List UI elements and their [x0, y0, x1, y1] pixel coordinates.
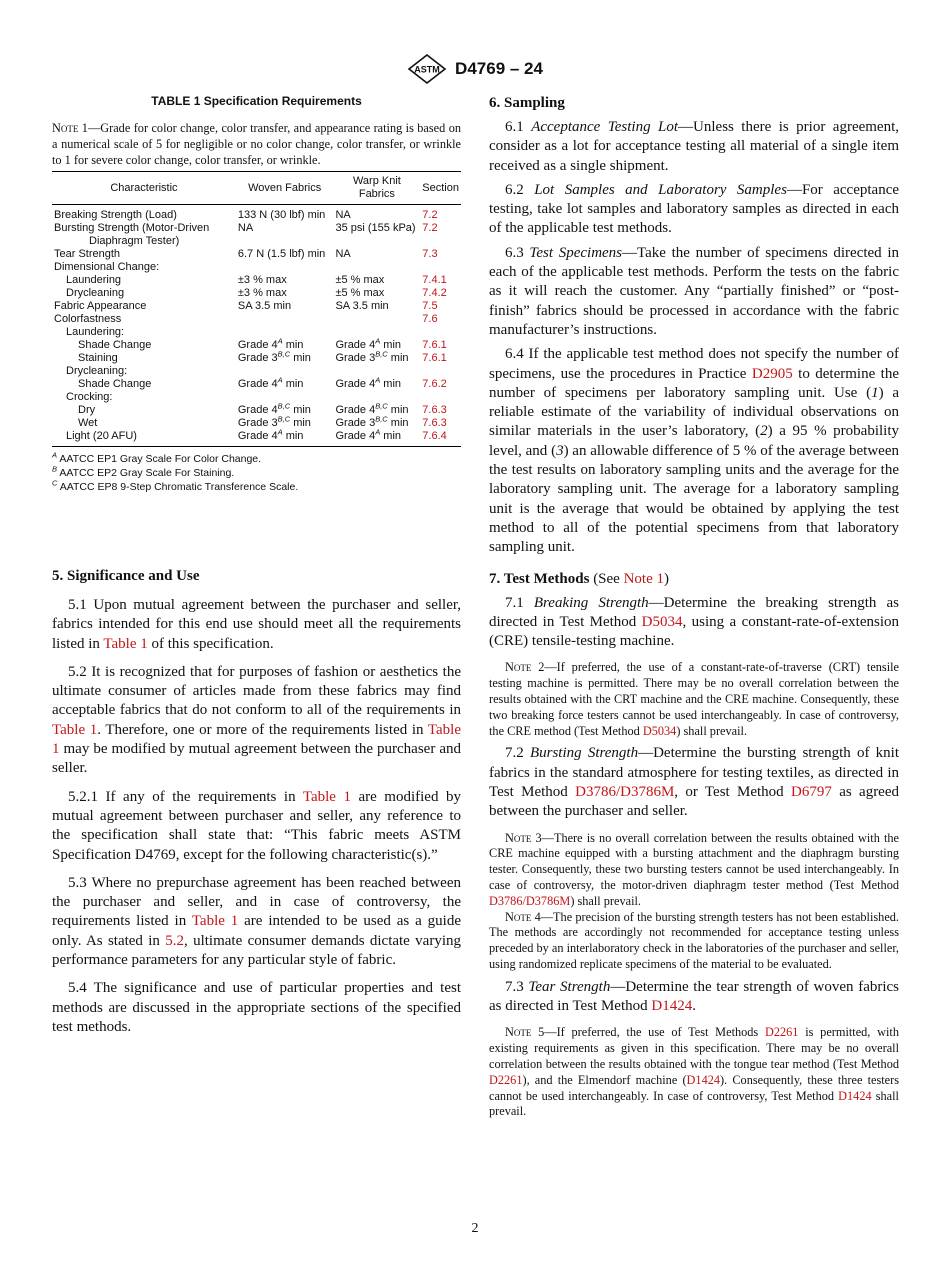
left-column	[52, 94, 461, 1037]
item-num: 3	[556, 442, 564, 459]
grade-tail: min	[290, 404, 311, 416]
text: ), and the Elmendorf machine (	[522, 1072, 687, 1087]
grade-tail: min	[282, 430, 304, 442]
grade-tail: min	[387, 417, 409, 429]
table-row	[52, 205, 461, 223]
text: .	[692, 998, 696, 1015]
cell	[333, 349, 420, 365]
text: 7.3	[505, 978, 529, 995]
section-link[interactable]: 7.6.1	[422, 352, 447, 364]
para-5-3	[52, 874, 461, 970]
cell: Wet	[78, 417, 98, 429]
footnote-ref: A	[277, 375, 283, 385]
grade: Grade 4	[335, 378, 376, 390]
footnote-mark: B	[52, 464, 58, 474]
right-column	[489, 94, 899, 1120]
grade: Grade 3	[335, 352, 376, 364]
text: 7.2	[505, 745, 530, 762]
cell: Drycleaning:	[66, 365, 128, 377]
note-label: Note 5	[505, 1025, 545, 1040]
cell: 35 psi (155 kPa)	[335, 222, 416, 234]
table-row	[52, 300, 461, 313]
term: Breaking Strength	[533, 594, 649, 611]
d3786-link[interactable]: D3786/D3786M	[489, 893, 571, 908]
d2261-link[interactable]: D2261	[764, 1025, 799, 1040]
astm-logo-icon	[407, 54, 447, 84]
d1424-link[interactable]: D1424	[651, 998, 693, 1015]
para-6-4	[489, 345, 899, 557]
grade: Grade 4	[335, 404, 376, 416]
cell: Crocking:	[66, 391, 113, 403]
term: Lot Samples and Laboratory Samples	[534, 181, 787, 198]
cell: ±3 % max	[237, 287, 287, 299]
table-row	[52, 378, 461, 391]
grade-tail: min	[380, 378, 402, 390]
note-1-link[interactable]: Note 1	[623, 570, 665, 587]
table-row	[52, 365, 461, 378]
note-3	[489, 831, 899, 910]
footnote-ref: B,C	[375, 401, 388, 411]
footnote-ref: B,C	[375, 349, 388, 359]
table-1-link[interactable]: Table 1	[52, 721, 461, 758]
text: are intended to be used as a guide only. As stated in	[52, 913, 461, 949]
text: are modified by mutual agreement between purchaser and seller, any reference to the specification shall state that: “This fabric meets ASTM Specification D4769, except for the following characteristic(s).”	[52, 788, 461, 863]
text: 5.1 Upon mutual agreement between the purchaser and seller, fabrics intended for this end use should meet all the requirements listed in	[52, 597, 461, 652]
table-row	[52, 430, 461, 447]
grade: Grade 4	[335, 430, 376, 442]
text: 7.1	[505, 594, 534, 611]
cell: ±3 % max	[237, 274, 287, 286]
section-7-title	[489, 570, 899, 589]
cell: Shade Change	[78, 339, 152, 351]
page-header	[0, 54, 950, 84]
section-link[interactable]: 7.4.2	[422, 287, 447, 299]
page-number: 2	[471, 1221, 479, 1236]
cell: Fabric Appearance	[54, 300, 147, 312]
text: 6.2	[505, 181, 535, 198]
table-1-link[interactable]: Table 1	[191, 913, 239, 930]
cell: Dimensional Change:	[54, 261, 160, 273]
d5034-link[interactable]: D5034	[642, 723, 677, 738]
cell: Dry	[78, 404, 96, 416]
text: ) a reliable estimate of the variability of individual observations on similar materials in the user’s laboratory, (	[489, 384, 900, 440]
text: —Unless there is prior agreement, consider as a lot for acceptance testing all material of a single item received as a single shipment.	[489, 119, 900, 174]
cell	[236, 375, 334, 391]
text: ) an allowable difference of 5 % of the average between the test results on laboratory sampling units and the average for the laboratory sampling unit. The average for a laboratory sampling unit is the average that would be obtained by applying the test method to all of the potential specimens from that laboratory sampling unit.	[489, 442, 899, 556]
cell	[333, 375, 420, 391]
text: 5.2.1 If any of the requirements in	[68, 788, 303, 805]
text: 7. Test Methods	[489, 570, 590, 587]
footnote-ref: A	[277, 336, 283, 346]
cell: NA	[335, 209, 351, 221]
text: ). Consequently, these three testers cannot be used interchangeably. In case of controversy, Test Method	[489, 1072, 899, 1103]
cell: Laundering:	[66, 326, 125, 338]
para-6-1	[489, 118, 899, 176]
table-row	[52, 391, 461, 404]
section-5-2-link[interactable]: 5.2	[165, 932, 185, 949]
item-num: 1	[871, 384, 879, 401]
grade: Grade 3	[335, 417, 376, 429]
table-1-link[interactable]: Table 1	[302, 788, 351, 805]
grade-tail: min	[380, 430, 402, 442]
note-text: —Grade for color change, color transfer, and appearance rating is based on a numerical scale of 5 for negligible or no color change, color transfer, or wrinkle to 1 for severe color change, color transfer, or wrinkle.	[52, 121, 461, 167]
table-1-link[interactable]: Table 1	[103, 635, 148, 652]
text: 6.4 If the applicable test method does not specify the number of specimens, use the procedures in Practice	[489, 346, 899, 382]
grade-tail: min	[282, 339, 304, 351]
table-header-row	[52, 172, 461, 205]
table-row	[52, 313, 461, 326]
d5034-link[interactable]: D5034	[641, 613, 683, 630]
note-label: Note 3	[505, 830, 542, 845]
para-7-2	[489, 744, 899, 821]
text: , ultimate consumer demands dictate varying performance parameters for any particular style of fabric.	[52, 932, 461, 969]
table-1-link[interactable]: Table 1	[52, 721, 98, 738]
table-row	[52, 222, 461, 248]
table-row	[52, 352, 461, 365]
table-row	[52, 417, 461, 430]
footnote-ref: B,C	[277, 414, 291, 424]
footnote-ref: A	[375, 427, 381, 437]
term: Test Specimens	[529, 244, 623, 261]
text: as agreed between the purchaser and seller.	[489, 784, 899, 820]
cell: ±5 % max	[335, 287, 385, 299]
note-5	[489, 1025, 899, 1120]
para-5-4: 5.4 The significance and use of particular properties and test methods are discussed in the appropriate sections of the specified test methods.	[52, 980, 461, 1035]
note-label: Note 4	[505, 909, 541, 924]
d2261-link[interactable]: D2261	[489, 1072, 523, 1087]
specification-table	[52, 171, 461, 447]
text: ) a 95 % probability level, and (	[489, 423, 899, 459]
text: (See	[589, 570, 624, 587]
col-woven: Woven Fabrics	[236, 172, 334, 205]
footnote-a	[52, 452, 461, 466]
section-link[interactable]: 7.6	[422, 313, 438, 325]
section-link[interactable]: 7.2	[422, 209, 438, 221]
table-row	[52, 274, 461, 287]
grade-tail: min	[290, 417, 311, 429]
footnote-c	[52, 480, 461, 494]
d1424-link[interactable]: D1424	[838, 1088, 872, 1103]
footnote-text: AATCC EP8 9-Step Chromatic Transference Scale.	[57, 481, 299, 493]
col-warp-knit: Warp Knit Fabrics	[333, 172, 420, 205]
text: —Take the number of specimens directed in each of the applicable test methods. Perform the tests on the fabric as it will reach the customer. Any “partially finished” or “post-finish” fabrics should be processed in accordance with the fabric manufacturer’s instructions.	[489, 244, 900, 338]
table-note	[52, 120, 461, 168]
text: —If preferred, the use of a constant-rate-of-traverse (CRT) tensile testing machine is permitted. There may be no overall correlation between the results obtained with the CRT machine and the CRE machine. Consequently, these two breaking force testers cannot be used interchangeably. In case of controversy, the CRE method (Test Method	[489, 660, 899, 738]
cell: Laundering	[66, 274, 122, 286]
note-2	[489, 660, 899, 739]
text: of this specification.	[147, 635, 274, 652]
grade-tail: min	[290, 352, 311, 364]
cell: ±5 % max	[335, 274, 385, 286]
grade-tail: min	[282, 378, 304, 390]
text: —For acceptance testing, take lot samples and laboratory samples as directed in each of the applicable test methods.	[489, 181, 900, 237]
cell: Breaking Strength (Load)	[54, 209, 177, 221]
text: —Determine the bursting strength of knit fabrics in the standard atmosphere for testing textiles, as directed in Test Method	[489, 745, 900, 800]
footnote-text: AATCC EP2 Gray Scale For Staining.	[57, 467, 235, 479]
section-link[interactable]: 7.6.1	[422, 339, 447, 351]
grade: Grade 4	[237, 430, 278, 442]
section-link[interactable]: 7.6.3	[422, 417, 447, 429]
cell	[236, 427, 334, 447]
note-label: Note 2	[505, 660, 545, 675]
grade: Grade 4	[237, 404, 278, 416]
section-link[interactable]: 7.6.2	[422, 378, 447, 390]
col-characteristic: Characteristic	[52, 172, 236, 205]
cell: Bursting Strength (Motor-Driven Diaphragm Tester)	[54, 222, 210, 247]
cell	[236, 349, 334, 365]
table-row	[52, 287, 461, 300]
section-link[interactable]: 7.2	[422, 222, 438, 234]
table-row	[52, 339, 461, 352]
footnote-ref: B,C	[375, 414, 388, 424]
section-link[interactable]: 7.5	[422, 300, 438, 312]
text: ) shall prevail.	[570, 893, 641, 908]
note-4	[489, 910, 899, 973]
grade: Grade 3	[237, 417, 278, 429]
text: 5.2 It is recognized that for purposes of fashion or aesthetics the ultimate consumer of articles made from these fabrics may find acceptable fabrics that do not conform to all of the requirements in	[52, 663, 461, 719]
footnote-mark: C	[52, 478, 58, 488]
text: to determine the number of specimens per laboratory sampling unit. Use (	[489, 365, 899, 401]
text: 6.3	[505, 244, 530, 261]
footnote-ref: B,C	[277, 401, 291, 411]
section-6-title: 6. Sampling	[489, 95, 565, 111]
para-7-3	[489, 978, 899, 1017]
text: 6.1	[505, 119, 532, 135]
section-5-title: 5. Significance and Use	[52, 568, 200, 584]
grade: Grade 3	[237, 352, 278, 364]
document-code: D4769 – 24	[455, 59, 543, 78]
cell: NA	[237, 222, 254, 234]
para-6-3	[489, 244, 899, 340]
cell: SA 3.5 min	[237, 300, 292, 312]
cell: 133 N (30 lbf) min	[237, 209, 326, 221]
table-row	[52, 261, 461, 274]
item-num: 2	[760, 423, 768, 440]
cell: Staining	[78, 352, 118, 364]
text: —Determine the tear strength of woven fabrics as directed in Test Method	[489, 978, 900, 1015]
cell: NA	[335, 248, 351, 260]
section-5	[52, 567, 461, 1037]
text: ) shall prevail.	[676, 723, 748, 738]
d2905-link[interactable]: D2905	[751, 365, 793, 382]
para-6-2	[489, 181, 899, 239]
cell: Colorfastness	[54, 313, 122, 325]
footnote-ref: A	[375, 375, 381, 385]
astm-logo-lettering: ASTM	[414, 64, 440, 75]
para-5-1	[52, 596, 461, 654]
text: —The precision of the bursting strength testers has not been established. The methods are accordingly not recommended for acceptance testing unless preceded by an interlaboratory check in the laboratories of the purchaser and seller, using randomized replicate specimens of the material to be evaluated.	[489, 909, 899, 971]
cell: Tear Strength	[54, 248, 121, 260]
text: 5.3 Where no prepurchase agreement has been reached between the purchaser and seller, and in case of controversy, the requirements listed in	[52, 874, 461, 930]
para-7-1	[489, 594, 899, 652]
para-5-2	[52, 663, 461, 779]
grade-tail: min	[387, 404, 409, 416]
footnote-mark: A	[52, 450, 58, 460]
col-section: Section	[420, 172, 461, 205]
term: Tear Strength	[528, 978, 611, 995]
text: , or Test Method	[674, 784, 792, 800]
cell	[236, 414, 334, 430]
term: Acceptance Testing Lot	[531, 119, 679, 135]
d3786-link[interactable]: D3786/D3786M	[575, 784, 675, 800]
text: is permitted, with existing requirements as given in this specification. There may be no overall correlation between the results obtained with the tongue tear method (Test Method	[489, 1025, 899, 1071]
table-row	[52, 404, 461, 417]
table-row	[52, 326, 461, 339]
cell	[333, 427, 420, 447]
text: , using a constant-rate-of-extension (CRE) tensile-testing machine.	[489, 613, 900, 650]
table-row	[52, 248, 461, 261]
d1424-link[interactable]: D1424	[686, 1072, 721, 1087]
table-title: TABLE 1 Specification Requirements	[151, 94, 362, 108]
cell: Drycleaning	[66, 287, 125, 299]
footnote-ref: B,C	[277, 349, 291, 359]
cell: 6.7 N (1.5 lbf) min	[237, 248, 326, 260]
grade: Grade 4	[237, 339, 278, 351]
text: shall prevail.	[489, 1088, 899, 1119]
table-footnotes	[52, 452, 461, 494]
text: . Therefore, one or more of the requirements listed in	[97, 721, 428, 738]
footnote-text: AATCC EP1 Gray Scale For Color Change.	[57, 453, 262, 465]
footnote-ref: A	[277, 427, 283, 437]
text: may be modified by mutual agreement between the purchaser and seller.	[52, 741, 461, 777]
para-5-2-1	[52, 788, 461, 865]
section-link[interactable]: 7.3	[422, 248, 438, 260]
footnote-ref: A	[375, 336, 381, 346]
cell: Light (20 AFU)	[52, 430, 236, 447]
grade: Grade 4	[237, 378, 278, 390]
text: )	[664, 570, 670, 587]
text: —If preferred, the use of Test Methods	[544, 1025, 765, 1040]
section-link[interactable]: 7.6.3	[422, 404, 447, 416]
section-link[interactable]: 7.6.4	[420, 430, 461, 447]
note-label: Note 1	[52, 121, 88, 135]
grade: Grade 4	[335, 339, 376, 351]
cell: SA 3.5 min	[335, 300, 389, 312]
section-link[interactable]: 7.4.1	[422, 274, 447, 286]
grade-tail: min	[387, 352, 409, 364]
d6797-link[interactable]: D6797	[791, 784, 832, 800]
cell: Shade Change	[78, 378, 152, 390]
text: —Determine the breaking strength as directed in Test Method	[489, 594, 900, 630]
text: —There is no overall correlation between the results obtained with the CRE machine equipped with a bursting attachment and the diaphragm bursting tester. Consequently, these two bursting testers cannot be used interchangeably. In case of controversy, the motor-driven diaphragm tester method (Test Method	[489, 830, 899, 892]
grade-tail: min	[380, 339, 402, 351]
footnote-b	[52, 466, 461, 480]
term: Bursting Strength	[529, 745, 639, 762]
